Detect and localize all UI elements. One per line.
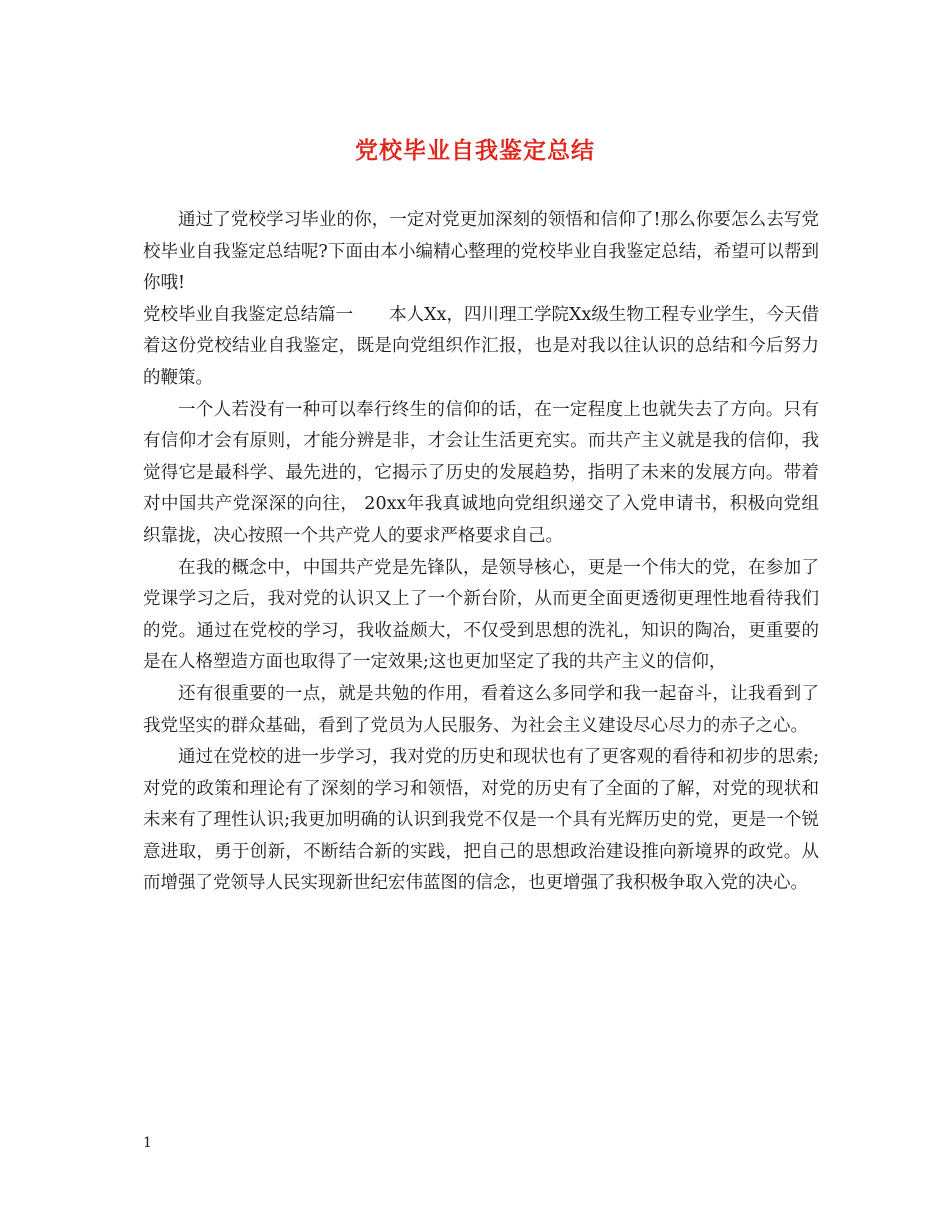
section-first-text: 本人Xx，四川理工学院Xx级生物工程专业学生，今天借着这份党校结业自我鉴定，既是向党组织作汇报，也是对我以往认识的总结和今后努力的鞭策。: [143, 304, 820, 388]
body-paragraph: 通过在党校的进一步学习，我对党的历史和现状也有了更客观的看待和初步的思索;对党的政策和理论有了深刻的学习和领悟，对党的历史有了全面的了解，对党的现状和未来有了理性认识;我更加明确的认识到我党不仅是一个具有光辉历史的党，更是一个锐意进取，勇于创新，不断结合新的实践，把自己的思想政治建设推向新境界的政党。从而增强了党领导人民实现新世纪宏伟蓝图的信念，也更增强了我积极争取入党的决心。: [143, 747, 819, 894]
section-heading: 党校毕业自我鉴定总结篇一: [143, 304, 354, 325]
body-paragraph: 在我的概念中，中国共产党是先锋队，是领导核心，更是一个伟大的党，在参加了党课学习之后，我对党的认识又上了一个新台阶，从而更全面更透彻更理性地看待我们的党。通过在党校的学习，我收益颇大，不仅受到思想的洗礼，知识的陶冶，更重要的是在人格塑造方面也取得了一定效果;这也更加坚定了我的共产主义的信仰，: [143, 557, 819, 673]
document-title: 党校毕业自我鉴定总结: [355, 137, 595, 164]
document-body: [143, 205, 819, 900]
body-paragraph: 一个人若没有一种可以奉行终生的信仰的话，在一定程度上也就失去了方向。只有有信仰才会有原则，才能分辨是非，才会让生活更充实。而共产主义就是我的信仰，我觉得它是最科学、最先进的，它揭示了历史的发展趋势，指明了未来的发展方向。带着对中国共产党深深的向往， 20xx年我真诚地向党组织递交了入党申请书，积极向党组织靠拢，决心按照一个共产党人的要求严格要求自己。: [143, 399, 819, 546]
page-number: 1: [143, 1135, 152, 1151]
body-paragraph: 还有很重要的一点，就是共勉的作用，看着这么多同学和我一起奋斗，让我看到了我党坚实的群众基础，看到了党员为人民服务、为社会主义建设尽心尽力的赤子之心。: [143, 683, 819, 736]
intro-paragraph: 通过了党校学习毕业的你，一定对党更加深刻的领悟和信仰了!那么你要怎么去写党校毕业自我鉴定总结呢?下面由本小编精心整理的党校毕业自我鉴定总结，希望可以帮到你哦!: [143, 210, 819, 294]
section-paragraph: [143, 300, 819, 395]
